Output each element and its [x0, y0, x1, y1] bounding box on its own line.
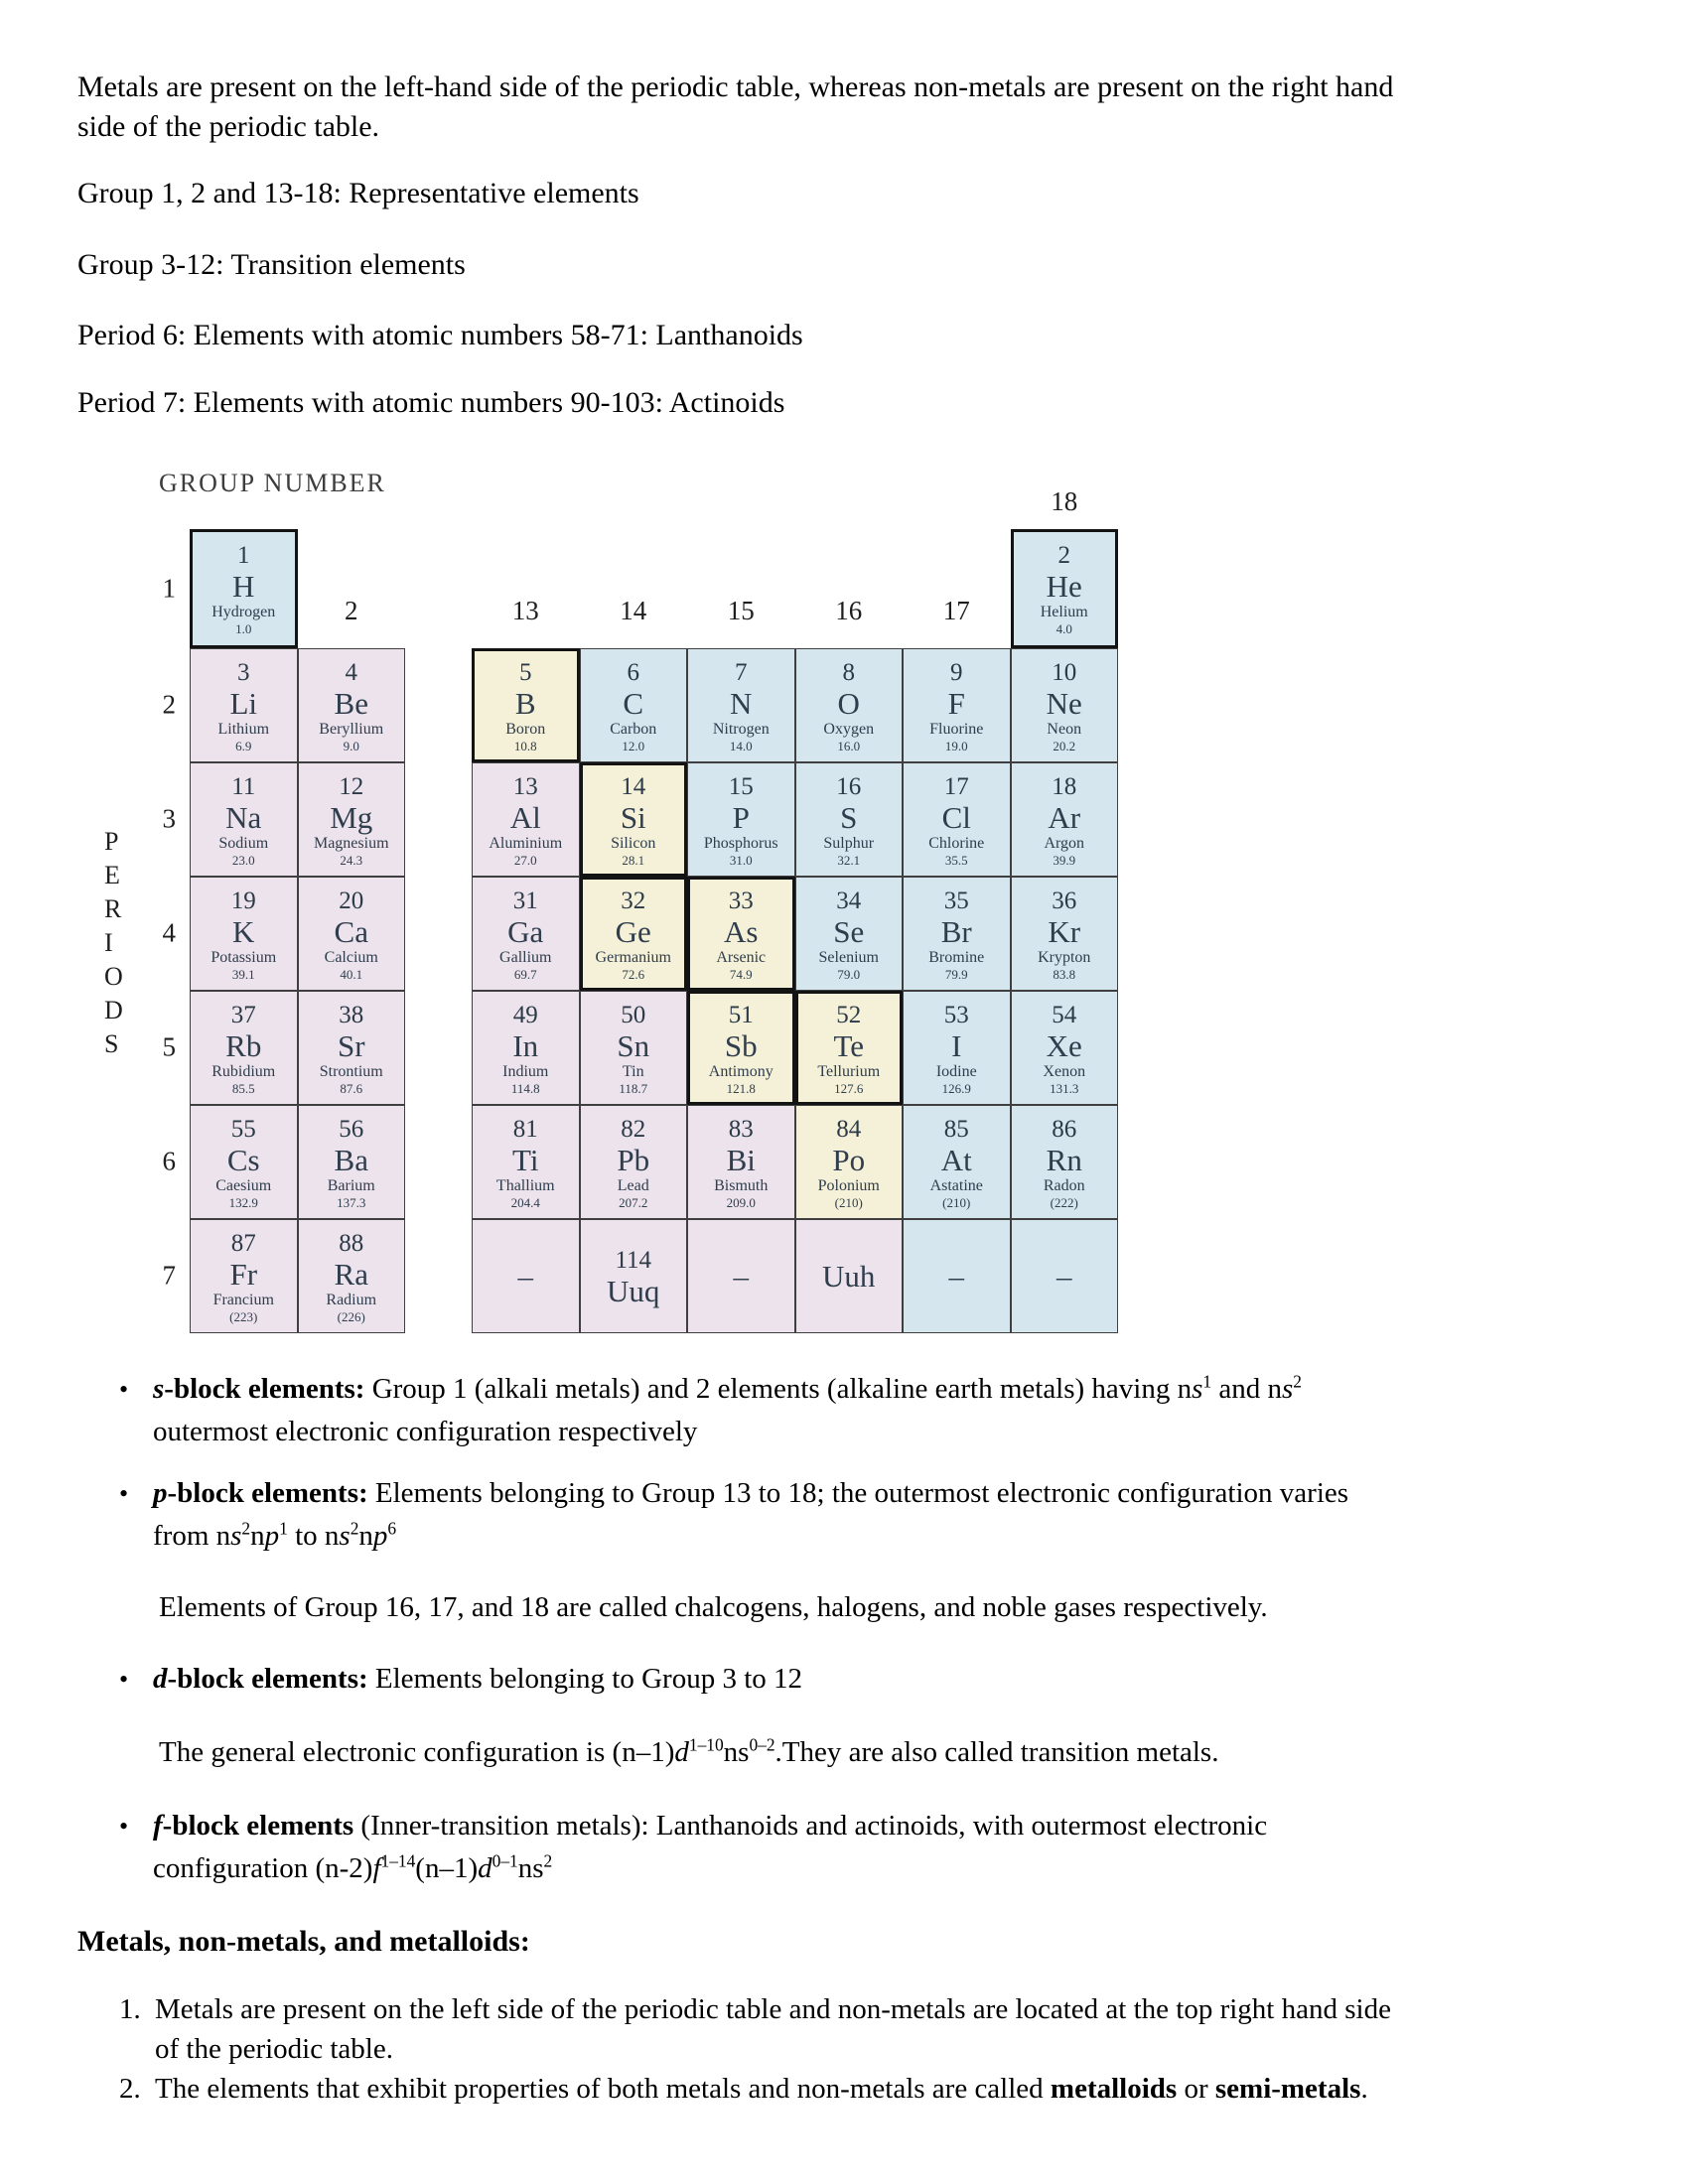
element-cell-Astatine: 85 At Astatine (210)	[903, 1105, 1011, 1219]
periods-label-letter: I	[104, 928, 113, 957]
period-number-4: 4	[162, 917, 176, 948]
period-number-2: 2	[162, 689, 176, 720]
element-cell-Phosphorus: 15 P Phosphorus 31.0	[687, 762, 795, 877]
element-cell-Oxygen: 8 O Oxygen 16.0	[795, 648, 904, 762]
group-representative-line: Group 1, 2 and 13-18: Representative elements	[77, 177, 639, 209]
periods-label-letter: P	[104, 827, 119, 856]
group-number-17: 17	[942, 596, 970, 625]
periods-label-letter: E	[104, 861, 120, 889]
element-cell-Krypton: 36 Kr Krypton 83.8	[1011, 877, 1119, 991]
bullet-f-block	[119, 1805, 1628, 1890]
period-number-5: 5	[162, 1031, 176, 1062]
element-cell-Polonium: 84 Po Polonium (210)	[795, 1105, 904, 1219]
element-cell-Potassium: 19 K Potassium 39.1	[190, 877, 298, 991]
periodic-table	[104, 467, 1142, 1365]
element-cell-Radium: 88 Ra Radium (226)	[298, 1219, 406, 1333]
group-number-13: 13	[511, 596, 539, 625]
bullet-icon: •	[119, 1665, 129, 1694]
period-number-1: 1	[162, 573, 176, 604]
periods-label-letter: O	[104, 962, 123, 991]
element-cell-Radon: 86 Rn Radon (222)	[1011, 1105, 1119, 1219]
period-6-line: Period 6: Elements with atomic numbers 58-71: Lanthanoids	[77, 319, 803, 351]
s-block-text: s-block elements: Group 1 (alkali metals) and 2 elements (alkaline earth metals) having $ns^1$ and $ns^2$ outermost electronic configuration respectively	[153, 1371, 1302, 1447]
bullet-p-block	[119, 1472, 1628, 1558]
period-number-3: 3	[162, 803, 176, 834]
element-cell-Fluorine: 9 F Fluorine 19.0	[903, 648, 1011, 762]
group-transition-line: Group 3-12: Transition elements	[77, 248, 466, 281]
element-cell-Xenon: 54 Xe Xenon 131.3	[1011, 991, 1119, 1105]
element-cell-–: –	[472, 1219, 580, 1333]
metals-heading: Metals, non-metals, and metalloids:	[77, 1925, 530, 1958]
element-cell-–: –	[903, 1219, 1011, 1333]
bullet-icon: •	[119, 1812, 129, 1841]
group-number-15: 15	[727, 596, 755, 625]
element-cell-Barium: 56 Ba Barium 137.3	[298, 1105, 406, 1219]
element-cell-Chlorine: 17 Cl Chlorine 35.5	[903, 762, 1011, 877]
list-item-2	[119, 2069, 1648, 2109]
element-cell-Caesium: 55 Cs Caesium 132.9	[190, 1105, 298, 1219]
element-cell-Antimony: 51 Sb Antimony 121.8	[687, 991, 795, 1105]
element-cell-Sulphur: 16 S Sulphur 32.1	[795, 762, 904, 877]
d-block-text: d-block elements: Elements belonging to Group 3 to 12	[153, 1663, 803, 1695]
group-number-title: GROUP NUMBER	[159, 469, 386, 497]
element-cell-Germanium: 32 Ge Germanium 72.6	[580, 877, 688, 991]
periods-label-letter: S	[104, 1029, 119, 1058]
element-cell-Calcium: 20 Ca Calcium 40.1	[298, 877, 406, 991]
element-cell-Arsenic: 33 As Arsenic 74.9	[687, 877, 795, 991]
period-number-7: 7	[162, 1260, 176, 1291]
element-cell-Nitrogen: 7 N Nitrogen 14.0	[687, 648, 795, 762]
element-cell-Thallium: 81 Ti Thallium 204.4	[472, 1105, 580, 1219]
element-cell-Hydrogen: 1 H Hydrogen 1.0	[190, 529, 298, 648]
element-cell-Selenium: 34 Se Selenium 79.0	[795, 877, 904, 991]
period-7-line: Period 7: Elements with atomic numbers 90-103: Actinoids	[77, 386, 785, 419]
element-cell-Rubidium: 37 Rb Rubidium 85.5	[190, 991, 298, 1105]
bullet-icon: •	[119, 1375, 129, 1404]
element-cell-Sodium: 11 Na Sodium 23.0	[190, 762, 298, 877]
group-number-18: 18	[1051, 486, 1078, 516]
d-block-note: The general electronic configuration is $(n-1)d^{1-10}ns^{0-2}.They$ are also called transition metals.	[159, 1734, 1219, 1768]
bullet-icon: •	[119, 1479, 129, 1508]
element-cell-Iodine: 53 I Iodine 126.9	[903, 991, 1011, 1105]
element-cell-Tellurium: 52 Te Tellurium 127.6	[795, 991, 904, 1105]
f-block-text: f-block elements (Inner-transition metals): Lanthanoids and actinoids, with outermost electronic configuration $(n-2)f^{1-14}(n-1)d^{0-1}ns^2$	[153, 1810, 1268, 1884]
element-cell-Bromine: 35 Br Bromine 79.9	[903, 877, 1011, 991]
list-number: 1.	[119, 1993, 141, 2025]
element-cell-Magnesium: 12 Mg Magnesium 24.3	[298, 762, 406, 877]
list-item-2-text: The elements that exhibit properties of both metals and non-metals are called metalloids or semi-metals.	[155, 2073, 1368, 2105]
list-number: 2.	[119, 2073, 141, 2105]
list-item-1	[119, 1989, 1648, 2069]
group-number-16: 16	[835, 596, 863, 625]
element-cell-–: –	[687, 1219, 795, 1333]
element-cell-Lithium: 3 Li Lithium 6.9	[190, 648, 298, 762]
element-cell-Helium: 2 He Helium 4.0	[1011, 529, 1119, 648]
group-number-2: 2	[345, 596, 358, 625]
element-cell-Silicon: 14 Si Silicon 28.1	[580, 762, 688, 877]
periods-label-letter: R	[104, 894, 122, 923]
element-cell-Tin: 50 Sn Tin 118.7	[580, 991, 688, 1105]
element-cell-Boron: 5 B Boron 10.8	[472, 648, 580, 762]
element-cell-Carbon: 6 C Carbon 12.0	[580, 648, 688, 762]
element-cell-Argon: 18 Ar Argon 39.9	[1011, 762, 1119, 877]
intro-paragraph: Metals are present on the left-hand side of the periodic table, whereas non-metals are present on the right hand side of the periodic table.	[77, 70, 1394, 143]
chalcogens-note: Elements of Group 16, 17, and 18 are called chalcogens, halogens, and noble gases respectively.	[159, 1591, 1268, 1623]
bullet-s-block	[119, 1368, 1628, 1453]
element-cell-Francium: 87 Fr Francium (223)	[190, 1219, 298, 1333]
element-cell-Uuh: Uuh	[795, 1219, 904, 1333]
element-cell-Strontium: 38 Sr Strontium 87.6	[298, 991, 406, 1105]
element-cell-Beryllium: 4 Be Beryllium 9.0	[298, 648, 406, 762]
period-number-6: 6	[162, 1146, 176, 1176]
element-cell-Bismuth: 83 Bi Bismuth 209.0	[687, 1105, 795, 1219]
element-cell-Gallium: 31 Ga Gallium 69.7	[472, 877, 580, 991]
element-cell-Aluminium: 13 Al Aluminium 27.0	[472, 762, 580, 877]
periods-label-letter: D	[104, 996, 123, 1024]
list-item-1-text: Metals are present on the left side of the periodic table and non-metals are located at the top right hand side of the periodic table.	[155, 1993, 1391, 2065]
element-cell-Uuq: 114 Uuq	[580, 1219, 688, 1333]
element-cell-–: –	[1011, 1219, 1119, 1333]
group-number-14: 14	[620, 596, 647, 625]
element-cell-Neon: 10 Ne Neon 20.2	[1011, 648, 1119, 762]
p-block-text: p-block elements: Elements belonging to Group 13 to 18; the outermost electronic configuration varies from $ns^2np^1$ to $ns^2np^6$	[153, 1477, 1349, 1552]
element-cell-Lead: 82 Pb Lead 207.2	[580, 1105, 688, 1219]
bullet-d-block	[119, 1658, 1628, 1701]
element-cell-Indium: 49 In Indium 114.8	[472, 991, 580, 1105]
